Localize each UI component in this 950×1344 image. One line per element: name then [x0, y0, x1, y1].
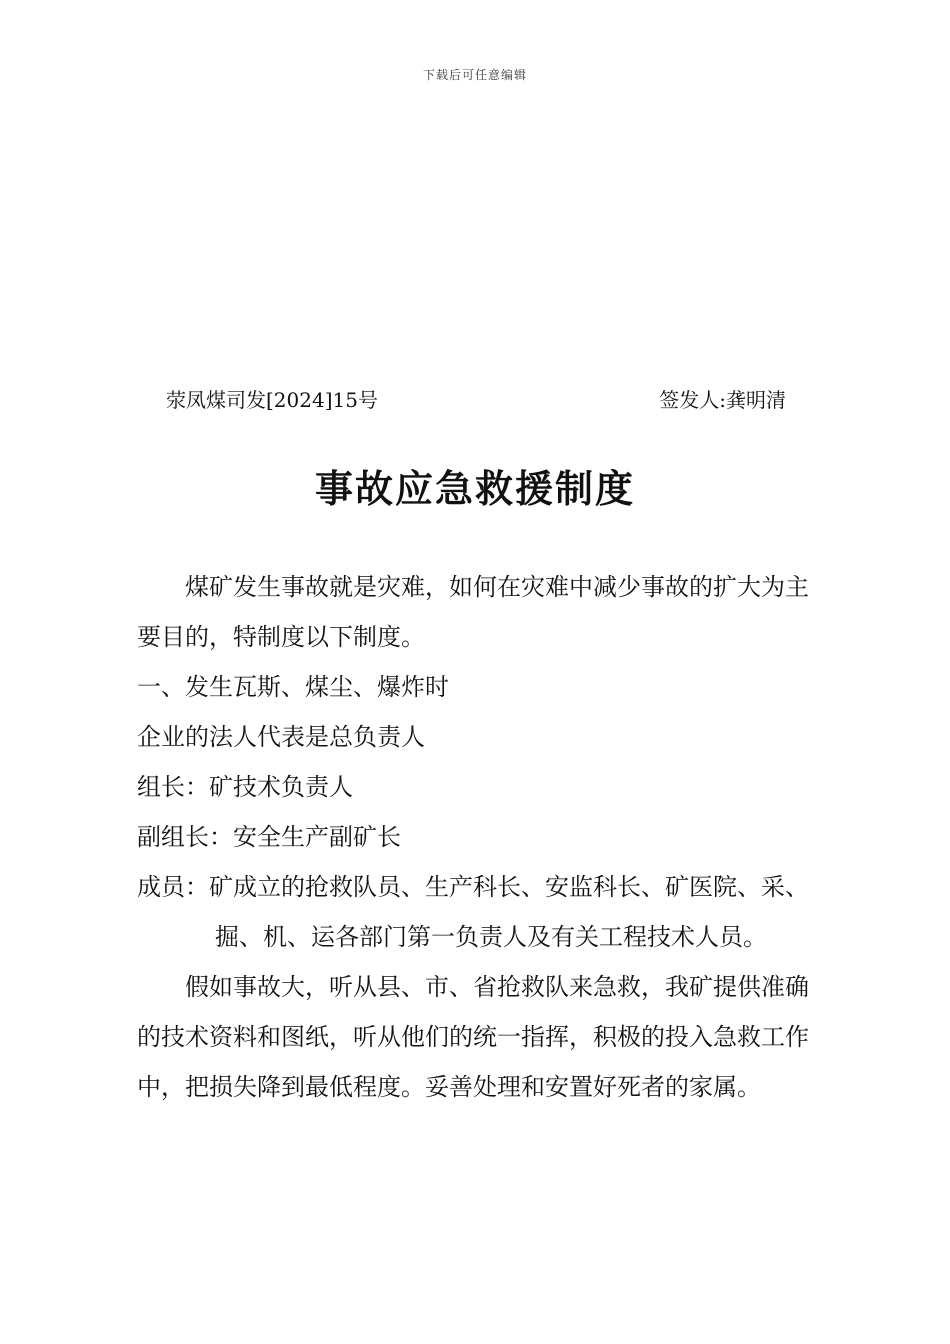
group-leader-line: 组长：矿技术负责人 [137, 773, 353, 801]
header-note: 下载后可任意编辑 [422, 68, 527, 82]
response-paragraph: 假如事故大，听从县、市、省抢救队来急救，我矿提供准确的技术资料和图纸，听从他们的统一指挥，积极的投入急救工作中，把损失降到最低程度。妥善处理和安置好死者的家属。 [137, 973, 809, 1101]
document-signer: 签发人:龚明清 [659, 388, 786, 412]
document-title: 事故应急救援制度 [314, 467, 635, 511]
document-meta [166, 384, 786, 414]
deputy-leader-line: 副组长：安全生产副矿长 [137, 823, 401, 851]
section-heading-1: 一、发生瓦斯、煤尘、爆炸时 [137, 673, 449, 701]
members-line: 成员：矿成立的抢救队员、生产科长、安监科长、矿医院、采、掘、机、运各部门第一负责人及有关工程技术人员。 [137, 873, 809, 951]
document-number: 荥凤煤司发[2024]15号 [166, 388, 378, 412]
general-leader-line: 企业的法人代表是总负责人 [137, 723, 425, 751]
intro-paragraph: 煤矿发生事故就是灾难，如何在灾难中减少事故的扩大为主要目的，特制度以下制度。 [137, 573, 809, 651]
document-body [137, 562, 817, 1112]
